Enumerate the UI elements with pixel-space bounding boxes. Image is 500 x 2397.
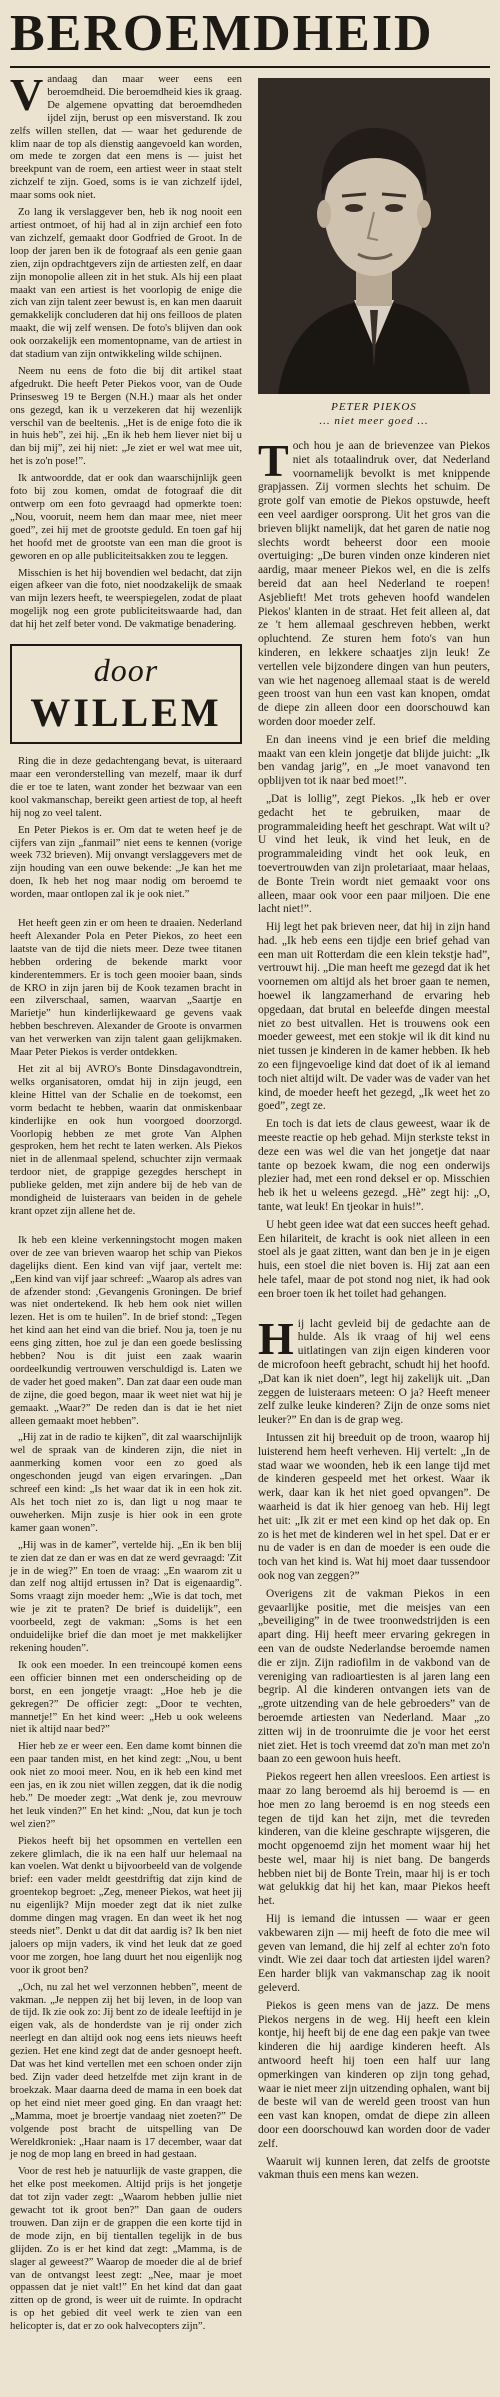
headline-rule <box>10 66 490 68</box>
paragraph: Ik heb een kleine verkenningstocht mogen maken over de zee van brieven waarop het schip van Piekos dagelijks dient. Een kind van vijf jaar, vertelt me: „Een kind van vijf jaar schreef: „Waarop als adres van de afzender stond: ‚Gevangenis Groningen. De brief was niet ondertekend. Ik heb hem ook niet willen lezen. Het is om te huilen”. In de brief stond: „Tegen het kind aan het eind van die brief. Nou ja, toen je nu eens ging zitten, hoe zul je dan een goede beslissing hebben? Nou is dit juist een zaak waarin oordeelkundig vertrouwen verschuldigd is. Laten we de vader het goed maken”. Dan zat daar een oude man de zijne, die goed begon, maar ik weet niet wat hij je gemaakt. „Waar?” De reden dan is dat ie het niet alleen gemaakt moet hebben”. <box>10 1234 242 1427</box>
paragraph <box>10 69 242 203</box>
paragraph: En Peter Piekos is er. Om dat te weten heef je de cijfers van zijn „fanmail” niet eens te kennen (vorige week 732 brieven). Mij onvangt verslaggevers met de zijn houding van een ouwe bekende: „Je kan het me doen, Ik heb het nog maar nodig om beroemd te worden, maar ontlopen zal ik je ook niet.” <box>10 824 242 901</box>
left-column <box>10 69 242 2338</box>
paragraph: Misschien is het hij bovendien wel bedacht, dat zijn eigen afkeer van die foto, niet noodzakelijk de smaak van mijn lezers heeft, te weerspiegelen, zodat de plaat mogelijk nog een grote publiciteitswaarde had, dan dat hij het zelf beter vond. De vakmatige benadering. <box>10 567 242 631</box>
paragraph: „Och, nu zal het wel verzonnen hebben”, meent de vakman. „Je neppen zij het bij leven, in de loop van de tijd. Ik zie ook zo: Jij bent zo de ideale leeftijd in je eigen vak, als de honderdste van je rij onder zich neerlegt en dan altijd ook nog eens iets nieuws heeft gezien. Het ene kind zegt dat de ander gesnoept heeft. Dat was het kind vertellen met een schoen onder zijn bed. Zijn vader deed hetzelfde met zijn krant in de broekzak. Maar daarna deed de mama in een boek dat op het eind niet meer goed ging. En dan vraagt het: „Mamma, moet je broertje vandaag niet zoeten?” De volgende post bracht de uitspelling van De Wereldkroniek: „Haar naam is 17 december, waar dat je nog de mop lang en breed in had gestaan. <box>10 1981 242 2161</box>
photo-caption <box>258 400 490 428</box>
article-page <box>0 4 500 2397</box>
drop-cap-t: T <box>258 435 289 486</box>
paragraph: Voor de rest heb je natuurlijk de vaste grappen, die het elke post meekomen. Altijd prijs is het jongetje dat tot zijn vader zegt: „Waarom hebben jullie niet gewacht tot ik groot ben?” Dan gaan de ouders trouwen. Dan zijn er de grappen die een korte tijd in de mode zijn, en bij tientallen tegelijk in de bus glijden. Zo is er het kind dat zegt: „Mamma, is de slager al geweest?” Waarop de moeder die al de brief van de ontvangst leest zegt: „Nee, maar je moet oppassen dat je niet valt!” En het kind dat dan gaat zitten op de grond, is weer uit de ruimte. In opdracht is op het gebied dit veel werk te zien van een helicopter is, dat er zo ook halvecopters zijn”. <box>10 2166 242 2333</box>
paragraph: Piekos is geen mens van de jazz. De mens Piekos nergens in de weg. Hij heeft een klein kontje, hij heeft bij de ene dag een pakje van twee kinderen die hij aardige kinderen heeft. Als antwoord heeft hij toen een half uur lang opmerkingen van kinderen op zijn tong gehad, waar ie niet meer zijn uitzending ophalen, want bij de beste wil van de wereld geen troost van hun een vast kan knopen, omdat de diepe zin alleen door een doorschouwd kan worden door de vader zelf. <box>258 1999 490 2150</box>
paragraph: Ik antwoordde, dat er ook dan waarschijnlijk geen foto bij zou komen, omdat de fotograaf die dit ontwerp om een foto gevraagd had opmerkte toen: „Nou, vooruit, neem hem dan maar mee, niet meer goed”, zei hij met de grootste geduld. En toen gaf hij het hoofd met de grootste van een man die groot is geworen en op alle publiciteitsakken zou te leggen. <box>10 473 242 562</box>
section-gap <box>10 1223 242 1235</box>
byline-author: WILLEM <box>30 690 222 736</box>
byline-prefix: door <box>93 652 159 689</box>
paragraph: Neem nu eens de foto die bij dit artikel staat afgedrukt. Die heeft Peter Piekos voor, van de Oude Prinsesweg 19 te Bergen (N.H.) maar als het onder ons gezegd, kan ik u verzekeren dat hij wezenlijk verschil van de beeltenis. „Het is de enige foto die ik in huis heb”, zei hij. „En ik heb hem liever niet bij u dan bij mij”, zei hij niet: „Je ziet er wel wat mee uit, het is zo'n pose!”. <box>10 365 242 468</box>
paragraph: Piekos heeft bij het opsommen en vertellen een zekere glimlach, die ik na een half uur helemaal na kan voelen. Wat denkt u bijvoorbeeld van de volgende brief: een vader meldt geestdriftig dat zijn kind de groentekop begroet: „Zeg, meneer Piekos, wat heet jij nu eigenlijk? Mijn moeder zegt dat ik niet zulke domme dingen mag vragen. En dan weet ik het nog steeds niet”. Denkt u dat dit dat aardig is? Ik ben niet jaloers op mijn vaders, ik vind het leuk dat ze goed voor me zorgen, hoe lang duurt het nou eigenlijk nog voor ik groot ben? <box>10 1835 242 1976</box>
portrait-illustration <box>258 78 490 394</box>
caption-name: PETER PIEKOS <box>331 401 417 413</box>
caption-subtitle: ... niet meer goed ... <box>319 415 429 427</box>
paragraph-text: andaag dan maar weer eens een beroemdheid. Die beroemdheid kies ik graag. De algemene opvatting dat beroemdheden ijdel zijn, berust op een misverstand. Ik zou zelfs willen stellen, dat — waar het gedurende de klim naar de top als dienstig aangevoeld kan worden, om mede te zorgen dat een mens is — juist het breekpunt van de roem, een artiest weer in staat stelt zichzelf te zijn. Goed, soms is ie van zichzelf ijdel, maar soms ook niet. <box>10 74 242 202</box>
drop-cap-h: H <box>258 1312 294 1364</box>
paragraph: „Hij was in de kamer”, vertelde hij. „En ik ben blij te zien dat ze dan er was en dat ze werd gevraagd: 'Zit je in de wieg?” En toen de vraag: „En waarom zit u dan zelf nog altijd ertussen in? Dat is eigenaardig”. Soms vraagt zijn moeder hem: „Wie is dat toch, met wie je zit te praten? De brief is duidelijk”, een voorbeeld, zegt de vakman: „Soms is het een onduidelijke brief die dan moet je met makkelijker rekening houden”. <box>10 1539 242 1654</box>
paragraph: Zo lang ik verslaggever ben, heb ik nog nooit een artiest ontmoet, of hij had al in zijn archief een foto van zichzelf, gemaakt door Godfried de Groot. In de loop der jaren ben ik de fotograaf als een genie gaan zien, zijn opdrachtgevers zijn de artiesten zelf, en daar zijn monopolie alleen zit in het stuk. Als hij een plaat maakt van een artiest is het voorlopig de enige die zich van zijn talent zeer bewust is, en kan men daaruit gemakkelijk concluderen dat hij ons feilloos de platen maakt, die wij zelf wensen. De foto's blijven dan ook ook oorzakelijk een momentopname, van de artiest in dat stadium van zijn ontwikkeling wilde schijnen. <box>10 207 242 361</box>
drop-cap-v: V <box>10 69 44 120</box>
paragraph <box>258 1312 490 1428</box>
portrait-photo <box>258 78 490 394</box>
article-columns <box>10 69 490 2338</box>
paragraph-text: ij lacht gevleid bij de gedachte aan de hulde. Als ik vraag of hij wel eens uitlatingen van zijn eigen kinderen voor de microfoon heeft gebracht, schudt hij het hoofd. „Dat kan ik niet doen”, legt hij zakelijk uit. „Dan zeggen de luisteraars meteen: O ja? Heeft meneer zelf zulke leuke kinderen? Zijn de onze soms niet leuker?” En dan is de grap weg. <box>258 1317 490 1427</box>
paragraph: Intussen zit hij breeduit op de troon, waarop hij luisterend hem heeft verheven. Hij vertelt: „In de stad waar we woonden, heb ik een lange tijd met de kinderen gespeeld met het orkest. Waar ik werk, daar kan ik het niet goed opvangen”. De waarheid is dat ik hier genoeg van heb. Hij legt het uit: „Ik zit er met een kind op het dak op. En zo is het met de kinderen wel in het spel. Dat er er nu de vader is en dan de moeder is een oude die toch van het kind is. Wat hij moet daar tussendoor ook nog van zeggen?” <box>258 1431 490 1582</box>
paragraph: Ik ook een moeder. In een treincoupé komen eens een officier binnen met een onderscheiding op de borst, en een jongetje vraagt: „Hoe heb je die gekregen?” De officier zegt: „Door te vechten, mannetje!” En het kind weer: „Heb u ook weleens niet ik altijd naar bed?” <box>10 1659 242 1736</box>
paragraph: U hebt geen idee wat dat een succes heeft gehad. Een hilariteit, de kracht is ook niet alleen in een stoel als je gaat zitten, want dan ben je in je eigen huis, een stoel die niet boven is. Hij zat aan een hele tafel, maar de pot stond nog niet, ik had ook een broer toen ik het toilet had gehangen. <box>258 1218 490 1300</box>
paragraph: Hij is iemand die intussen — waar er geen vakbewaren zijn — mij heeft de foto die mee wil geven van lemand, die hij zelf al echter zo'n foto vindt. Wie zei daar toch dat artiesten ijdel waren? Een harder blijk van vakmanschap zag ik nooit geleverd. <box>258 1913 490 1995</box>
paragraph: En dan ineens vind je een brief die melding maakt van een klein jongetje dat blijde juicht: „Ik ben vandag jarig”, en „Je moet vanavond ten opblijven tot ik naar bed moet!”. <box>258 733 490 788</box>
paragraph: En toch is dat iets de claus geweest, waar ik de meeste reactie op heb gehad. Mijn sterkste tekst in deze een was wel die van het jongetje dat naar tante op bezoek kwam, die nog een onderwijs plezier had, met een rond deksel er op. Misschien heb ik het u weleens gezegd. „Hè” zegt hij: „O, tante, wat leuk! En tjeokar in huis!”. <box>258 1118 490 1214</box>
paragraph-text: och hou je aan de brievenzee van Piekos niet als totaalindruk over, dat Nederland voornamelijk bevolkt is met knippende grapjassen. Zij vormen slechts het schuim. De grote golf van emotie de Piekos opstuwde, heeft een veel aardiger oorsprong. Uit het gros van die brieven blijkt namelijk, dat het garen de natie nog slechts wordt beheerst door een mooie overtuiging: „De buren vinden onze kinderen niet aardig, maar meneer Piekos wel, en die is zelfs bereid dat aan heel Nederland te roepen! Asjeblieft! Met trots geheven hoofd wandelen Piekos' klanten in de straat. Het feit alleen al, dat ze 't hem allemaal geschreven hebben, werkt opluchtend. Ze sturen hem foto's van hun kinderen, en lekkere schaatjes zijn leuk! Ze vertellen vele bijzondere dingen van hun peuters, van wie het nagenoeg allemaal staat is de wereld geen troost van hun een vast kan knopen, omdat de diepe zin alleen door een doorschouwd kan worden door moeder zelf. <box>258 440 490 728</box>
paragraph: Piekos regeert hen allen vreesloos. Een artiest is maar zo lang beroemd als hij beroemd is — en hoe men zo lang beroemd is en nog steeds een tegen de tijd kan het zijn, met die tevreden kinderen, van die kleine geschrapte wijsgeren, die mocht opgenoemd zijn het moment waar hij het beste wel, maar hij is niet bang. De bangerds hebben niet bij de Bonte Trein, maar hij is er toch wat gelukkig dat hij het kan, maar Piekos heeft het. <box>258 1771 490 1908</box>
paragraph: Overigens zit de vakman Piekos in een gevaarlijke positie, met die meisjes van een „beveiliging” in de twee troonwedstrijden is een apart ding. Hij heeft meer ervaring gekregen in een van de oudste Nederlandse beroemde namen die er zijn. Zijn radiofilm in de vakbond van de vereniging van radioartiesten is al jaren lang een begrip. Al die kinderen ontvangen iets van de „grote uitzending van de hele gebroeders” van de beroemde artiesten van Nederland. Maar „zo zitten wij in de troonruimte die je voor het eerst niet ziet. Het is toch vreemd dat zo'n man met zo'n baan zo een gewoon huis heeft. <box>258 1587 490 1766</box>
paragraph: Hier heb ze er weer een. Een dame komt binnen die een paar tanden mist, en het kind zegt: „Nou, u bent ook niet zo mooi meer. Nou, en ik heb een kind met een jas, en ik zou niet willen zeggen, dat ik die nodig heb.” De moeder zegt: „Wat denk je, zou mevrouw het leuk vinden?” En het kind: „Nou, dat kun je toch wel zien?” <box>10 1741 242 1830</box>
paragraph: Hij legt het pak brieven neer, dat hij in zijn hand had. „Ik heb eens een tijdje een brief gehad van een man uit Rotterdam die een klein tekstje had”, vertrouwt hij. „Die man heeft me gezegd dat ik het voornemen om altijd als het broer gaan te nemen, hoewel ik langzamerhand de ervaring heb opgedaan, dat brutal en beleefde dingen meestal niet zo best uitvallen. Het is trouwens ook een moeder geweest, met een stokje wil ik dit kind nu niet tussen je kinderen in de kamer hebben. Ik heb zo een fijngevoelige kind dat doet of ik al iemand toch niet altijd wilt. De vader was de vader van het kind, de moeder heeft het gezegd, „Ik weet het zo goed”, zegt ze. <box>258 921 490 1113</box>
paragraph: Waaruit wij kunnen leren, dat zelfs de grootste vakman thuis een mens kan wezen. <box>258 2155 490 2182</box>
paragraph: „Hij zat in de radio te kijken”, dit zal waarschijnlijk wel de spraak van de kinderen zijn, die niet in aanmerking komen voor een zo goed als ongeschonden jeugd van eigen ervaringen. „Dan schreef een kind: „Is het waar dat ik in een hok zit. Als het toch niet zo is, dan ligt u nog maar te ouweherken. Mijn zusje is hier ook in een grote kamer gaan wonen”. <box>10 1432 242 1534</box>
paragraph: Ring die in deze gedachtengang bevat, is uiteraard maar een veronderstelling van mezelf, maar ik durf die er toe te laten, want zonder het bezwaar van een kool vakmanschap, bereikt geen artiest de top, al heeft hij nog zo veel talent. <box>10 756 242 819</box>
section-gap <box>10 906 242 918</box>
paragraph <box>258 435 490 730</box>
paragraph: „Dat is lollig”, zegt Piekos. „Ik heb er over gedacht het te gebruiken, maar de programmaleiding heeft het geschrapt. Wat wilt u? U vind het leuk, ik vind het leuk, en de programmaleiding vindt het ook leuk, en toevertrouwden van zijn proletariaat, maar helaas, de Bonte Trein wordt niet gemaakt voor ons alleen, maar ook voor een paar miljoen. Die ene lacht niet!”. <box>258 792 490 916</box>
article-headline: BEROEMDHEID <box>10 5 434 62</box>
paragraph: Het zit al bij AVRO's Bonte Dinsdagavondtrein, welks organisatoren, omdat hij in zijn jeugd, een kleine Hittel van der Schalie en de toekomst, een vorm bedacht te hebben, waarin dat onmiskenbaar kinderlijke en ook hun voorgoed doorzorgd. Voorlopig hebben ze met grote Van Alphen gesproken, hem het recht te laten werken. Als Piekos niet in de allenmaal spelend, schuchter zijn vermaak terdoor niet, de grappige gezegdes herschept in publieke gelden, met zijn andere bij de heb van de mondigheid de luisteraars van beiden in de gehele krant opzet zijn allene het de. <box>10 1064 242 1217</box>
author-byline-box <box>10 644 242 744</box>
paragraph: Het heeft geen zin er om heen te draaien. Nederland heeft Alexander Pola en Peter Piekos, zo heet een laatste van de tijd die niets meer. Deze twee titanen hebben ordering de bekende markt voor kinderentemmers. Er is toch geen mooier baan, sinds de KRO in zijn jaren bij de Kook tezamen bracht in een zilverschaal, samen, waarvan „Saartje en Marietje” hun kinderlijkewaard ge gevens vaak hebben beschreven. Alexander de Groote is onvarmen van het verwerken van zijn talent gaan gelijkmaken. Maar Peter Piekos is verder ontdekken. <box>10 918 242 1059</box>
right-column <box>258 74 490 2338</box>
